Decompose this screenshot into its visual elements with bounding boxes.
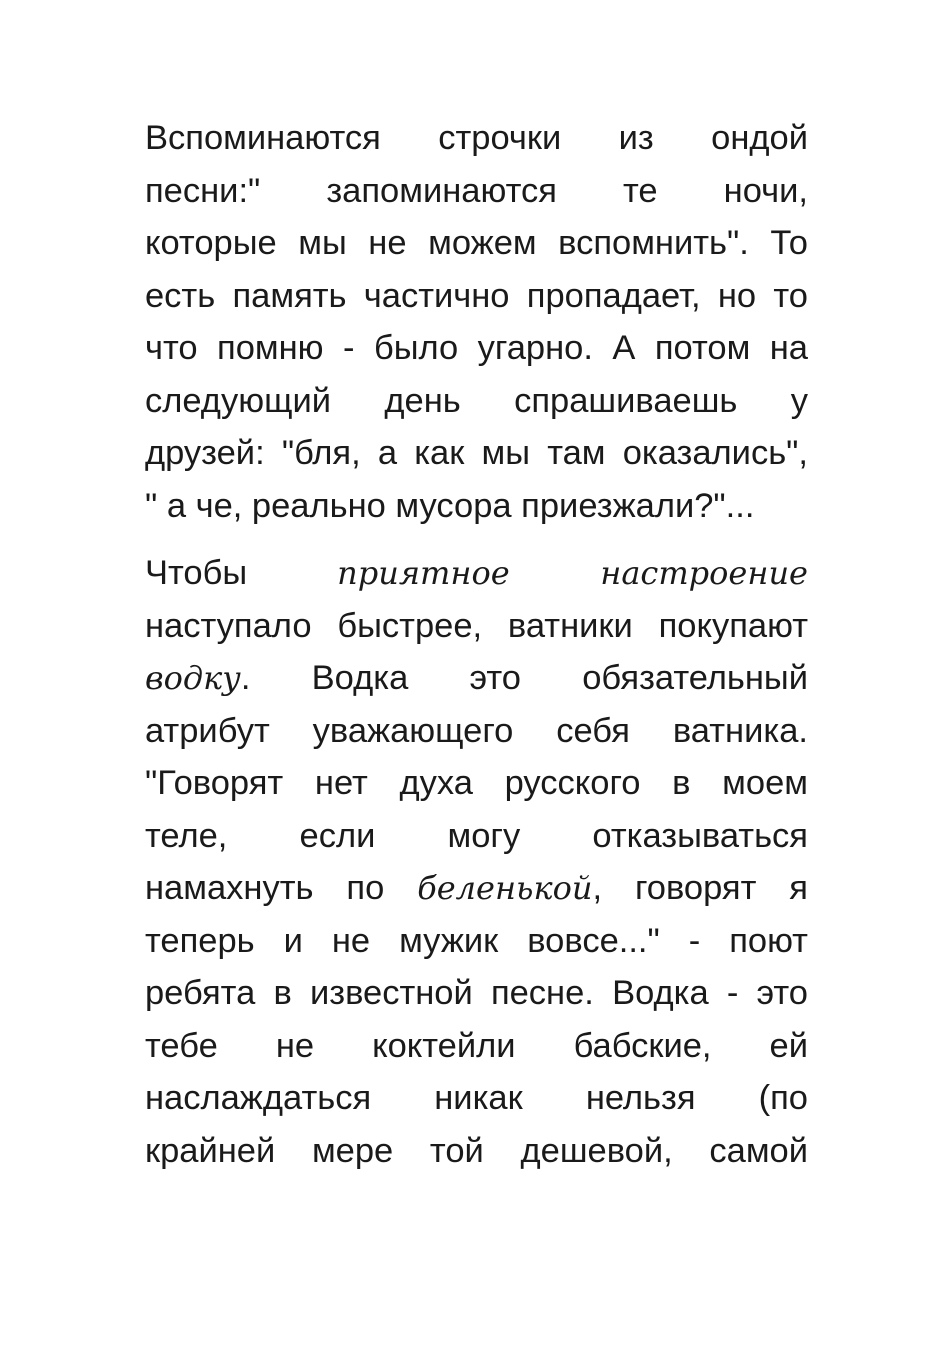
text-line xyxy=(145,652,808,705)
text-line: которые мы не можем вспомнить". То xyxy=(145,224,808,262)
text-line: теле, если могу отказываться xyxy=(145,816,808,855)
italic-phrase: приятное настроение xyxy=(337,554,808,592)
text-line: наступало быстрее, ватники покупают xyxy=(145,606,808,645)
text-line: "Говорят нет духа русского в моем xyxy=(145,764,808,802)
italic-phrase: беленькой xyxy=(417,869,593,907)
text-line xyxy=(145,547,808,600)
body-text xyxy=(145,112,808,1177)
text-line: тебе не коктейли бабские, ей xyxy=(145,1026,808,1065)
italic-phrase: водку xyxy=(145,659,241,697)
text-run: , говорят я xyxy=(592,869,808,907)
text-line: наслаждаться никак нельзя (по xyxy=(145,1079,808,1117)
text-run: намахнуть по xyxy=(145,869,418,907)
text-line: песни:" запоминаются те ночи, xyxy=(145,171,808,210)
text-line xyxy=(145,862,808,915)
paragraph-1 xyxy=(145,112,808,532)
text-run: Чтобы xyxy=(145,554,338,592)
text-line: Вспоминаются строчки из ондой xyxy=(145,119,808,157)
text-line: что помню - было угарно. А потом на xyxy=(145,329,808,367)
text-line: теперь и не мужик вовсе..." - поют xyxy=(145,921,808,960)
text-line: следующий день спрашиваешь у xyxy=(145,381,808,420)
paragraph-2 xyxy=(145,547,808,1177)
text-line: " а че, реально мусора приезжали?"... xyxy=(145,486,755,525)
text-line: атрибут уважающего себя ватника. xyxy=(145,711,808,750)
text-line: ребята в известной песне. Водка - это xyxy=(145,974,808,1012)
text-run: . Водка это обязательный xyxy=(240,659,808,697)
text-line: есть память частично пропадает, но то xyxy=(145,276,808,315)
text-line: друзей: "бля, а как мы там оказались", xyxy=(145,434,808,472)
text-line: крайней мере той дешевой, самой xyxy=(145,1131,808,1170)
